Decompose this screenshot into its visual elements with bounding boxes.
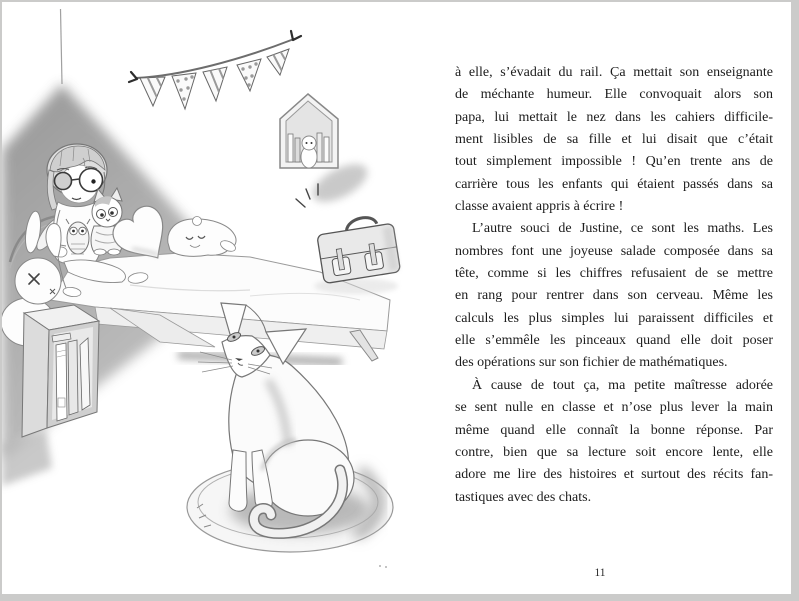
text-line: calculs les plus simples lui paraissent difficiles et xyxy=(455,310,773,326)
book-spread-paper xyxy=(2,2,791,594)
text-line: À cause de tout ça, ma petite maîtresse adorée xyxy=(472,377,773,393)
text-line: tastiques avec des chats. xyxy=(455,489,592,505)
text-line: en rang pour rentrer dans son cerveau. Même les xyxy=(455,288,773,304)
text-line: carrière tous les enfants qui étaient passés dans sa xyxy=(455,176,773,192)
text-line: ment lisibles de sa fille et lui disait que c’était xyxy=(455,132,773,148)
text-line: tout simplement impossible ! Qu’en trente ans de xyxy=(455,154,773,170)
text-line: papa, lui mettait le nez dans les cahiers difficile- xyxy=(455,109,773,125)
pennant-garland xyxy=(129,31,301,109)
text-line: même quand elle connaît la bonne réponse. Par xyxy=(455,422,773,438)
glasses-left-lens xyxy=(55,173,72,190)
bedroom-illustration xyxy=(2,2,442,594)
text-line: contre, bien que sa lecture soit encore lente, elle xyxy=(455,444,773,460)
sleeping-plush xyxy=(168,217,237,257)
text-line: nombres font une joyeuse salade composée dans sa xyxy=(455,243,773,259)
story-text xyxy=(455,62,773,509)
floor-speckles xyxy=(379,565,387,568)
house-shelf xyxy=(280,94,373,209)
text-line: à elle, s’évadait du rail. Ça mettait son enseignante xyxy=(455,65,773,80)
text-line: L’autre souci de Justine, ce sont les maths. Les xyxy=(472,221,773,237)
left-page-illustration xyxy=(2,2,442,594)
ghost-figurine xyxy=(301,136,317,168)
text-line: de méchante humeur. Elle convoquait alors son xyxy=(455,87,773,103)
text-line: elle s’emmêle les pinceaux quand elle doit poser xyxy=(455,333,773,349)
page-number: 11 xyxy=(594,567,606,579)
text-line: des opérations sur son fichier de mathématiques. xyxy=(455,355,728,371)
glasses-right-lens xyxy=(80,169,103,192)
text-line: classe avaient appris à écrire ! xyxy=(455,199,624,215)
text-line: se sent nulle en classe et n’ose plus lever la main xyxy=(455,400,773,416)
text-line: adore me lire des histoires et surtout des récits fan- xyxy=(455,467,773,483)
school-satchel xyxy=(315,213,400,283)
text-line: tête, comme si les chiffres refusaient de se mettre xyxy=(455,266,773,282)
